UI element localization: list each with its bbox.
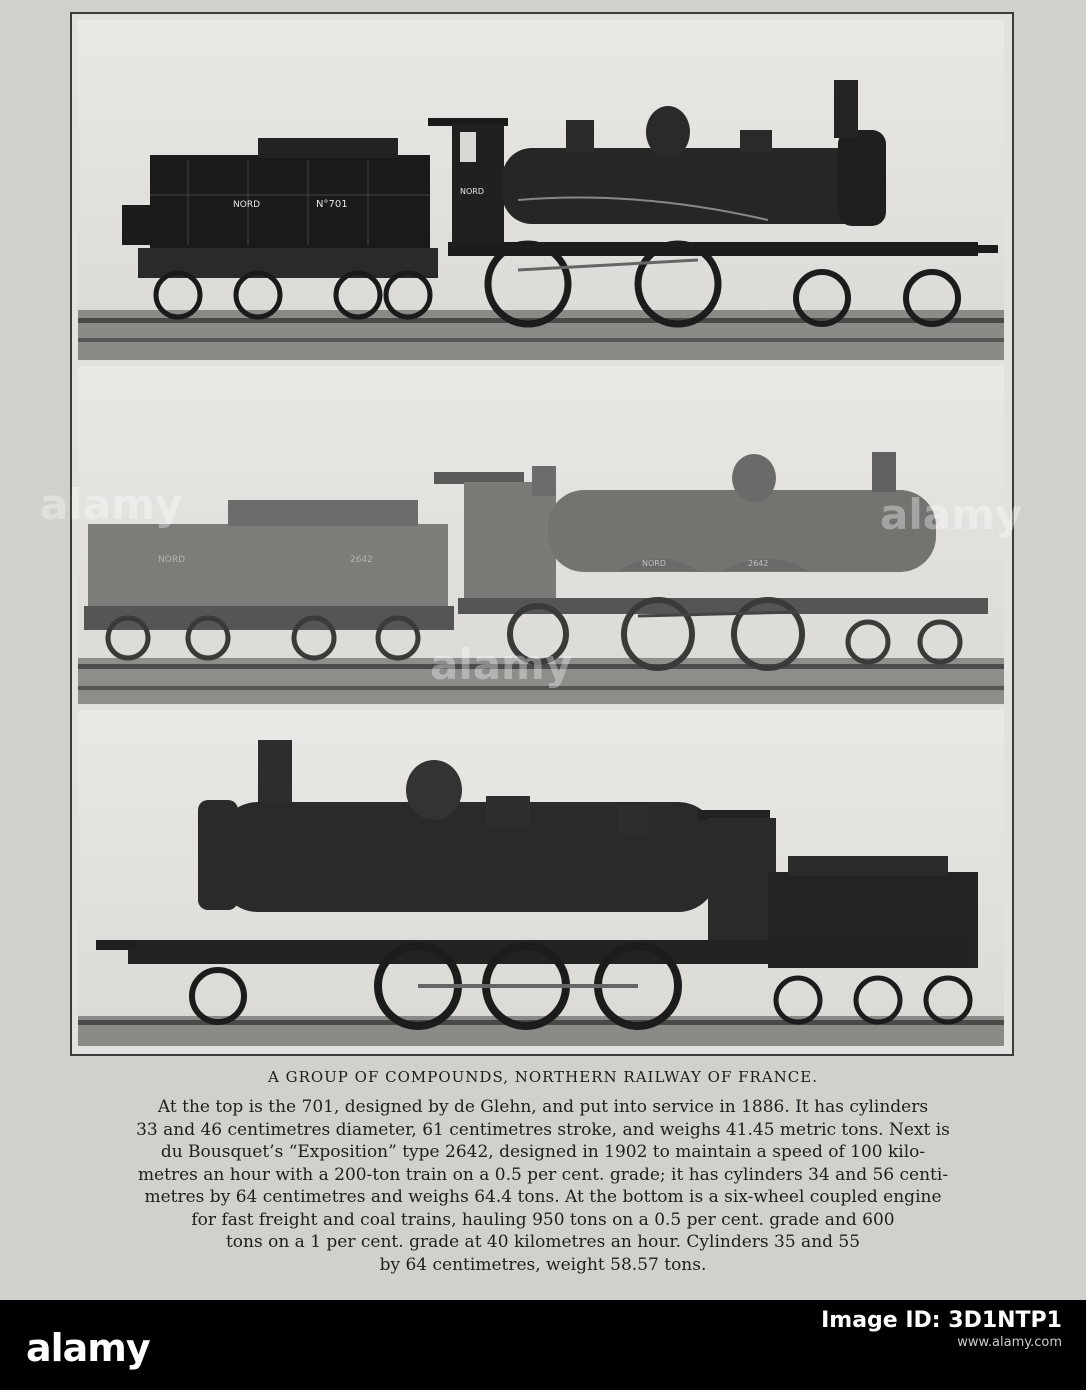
caption-line: At the top is the 701, designed by de Glehn, and put into service in 1886. It has cylinders: [157, 1097, 929, 1117]
caption-line: 33 and 46 centimetres diameter, 61 centimetres stroke, and weighs 41.45 metric tons. Next is: [136, 1119, 950, 1140]
image-id-block: [821, 1310, 1062, 1354]
watermark: alamy: [880, 490, 1023, 539]
photo-locomotive-2642: [78, 366, 1004, 704]
footer-bar: [0, 1300, 1086, 1390]
caption-line: by 64 centimetres, weight 58.57 tons.: [379, 1254, 707, 1275]
caption-title: A GROUP OF COMPOUNDS, NORTHERN RAILWAY OF FRANCE.: [267, 1068, 819, 1086]
watermark: alamy: [430, 640, 573, 689]
caption-line: metres by 64 centimetres and weighs 64.4 tons. At the bottom is a six-wheel coupled engine: [144, 1187, 942, 1207]
site-url: www.alamy.com: [957, 1335, 1062, 1350]
image-id: Image ID: 3D1NTP1: [821, 1308, 1062, 1333]
photo-six-coupled-locomotive: [78, 710, 1004, 1046]
tender-label-nord: NORD: [233, 200, 260, 210]
tender-number-2642: 2642: [350, 555, 373, 565]
caption-text: [60, 1096, 1026, 1276]
splasher-number-2642: 2642: [748, 559, 769, 568]
brand-logo: alamy: [26, 1326, 150, 1370]
caption-line: metres an hour with a 200-ton train on a 0.5 per cent. grade; it has cylinders 34 and 56 centi-: [137, 1164, 949, 1185]
splasher-label-nord: NORD: [642, 559, 666, 568]
tender-label-nord: NORD: [158, 555, 185, 565]
caption-line: tons on a 1 per cent. grade at 40 kilometres an hour. Cylinders 35 and 55: [225, 1232, 861, 1252]
photo-plates: [70, 12, 1014, 1056]
cab-label-nord: NORD: [460, 187, 484, 196]
tender-number-701: N°701: [316, 199, 348, 210]
caption-line: du Bousquet’s “Exposition” type 2642, designed in 1902 to maintain a speed of 100 kilo-: [160, 1142, 926, 1162]
photo-locomotive-701: [78, 20, 1004, 360]
watermark: alamy: [40, 480, 183, 529]
caption-line: for fast freight and coal trains, hauling 950 tons on a 0.5 per cent. grade and 600: [191, 1209, 895, 1230]
